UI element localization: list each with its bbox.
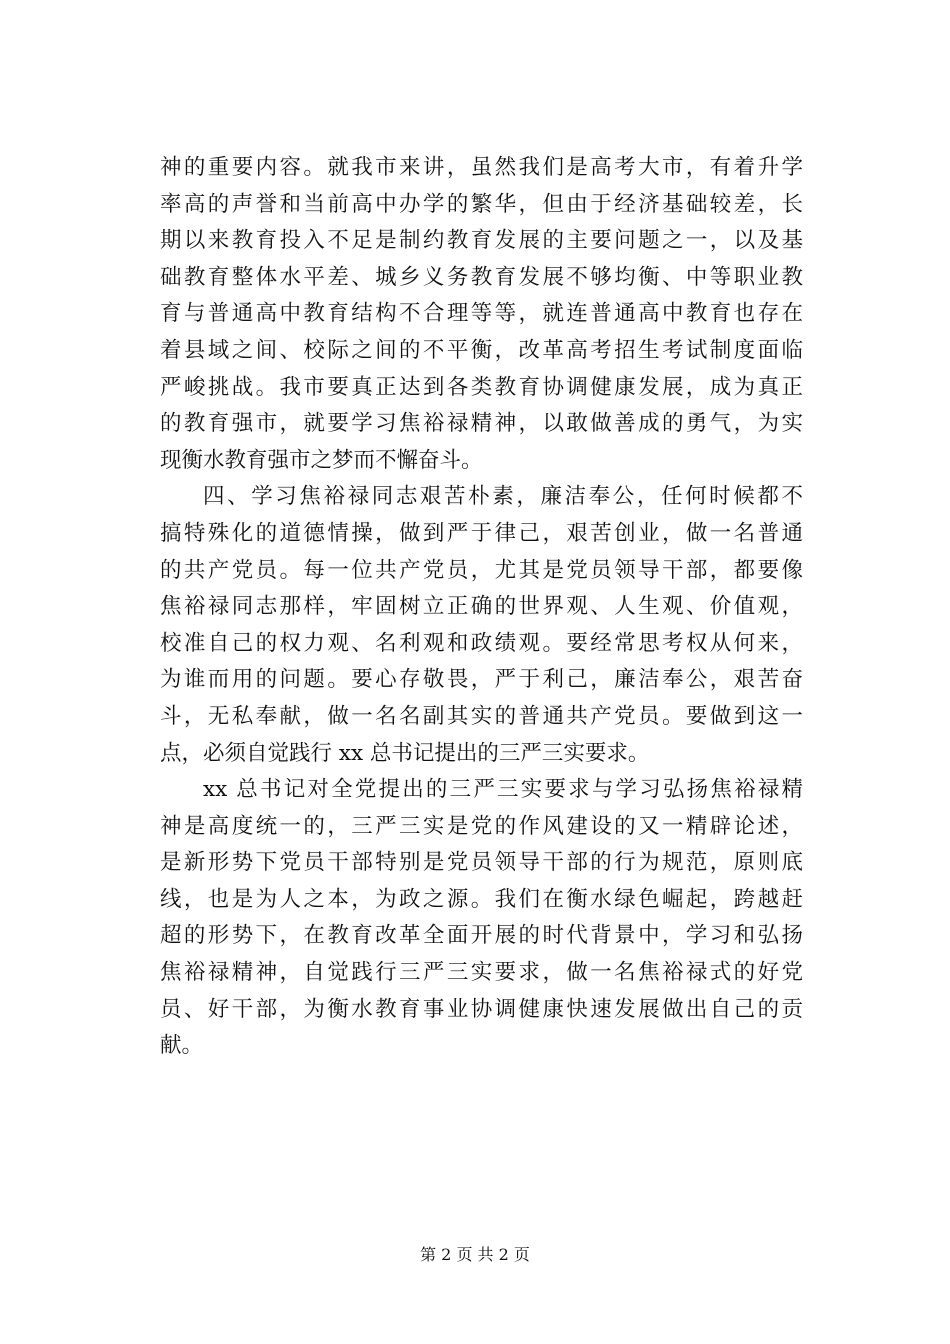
text-line: 是新形势下党员干部特别是党员领导干部的行为规范，原则底: [160, 850, 803, 876]
text-line: 育与普通高中教育结构不合理等等，就连普通高中教育也存在: [160, 301, 803, 327]
text-line: 着县域之间、校际之间的不平衡，改革高考招生考试制度面临: [160, 337, 803, 363]
text-line: 点，必须自觉践行 xx 总书记提出的三严三实要求。: [160, 740, 650, 766]
text-line: 焦裕禄同志那样，牢固树立正确的世界观、人生观、价值观，: [160, 594, 803, 620]
text-line: 期以来教育投入不足是制约教育发展的主要问题之一，以及基: [160, 228, 803, 254]
text-line: 为谁而用的问题。要心存敬畏，严于利己，廉洁奉公，艰苦奋: [160, 667, 803, 693]
paragraph-3: [160, 772, 803, 1065]
text-line: 焦裕禄精神，自觉践行三严三实要求，做一名焦裕禄式的好党: [160, 960, 803, 986]
text-line: 超的形势下，在教育改革全面开展的时代背景中，学习和弘扬: [160, 923, 803, 949]
text-line: 员、好干部，为衡水教育事业协调健康快速发展做出自己的贡: [160, 996, 803, 1022]
text-line: 率高的声誉和当前高中办学的繁华，但由于经济基础较差，长: [160, 191, 803, 217]
text-line: 的共产党员。每一位共产党员，尤其是党员领导干部，都要像: [160, 557, 803, 583]
document-body: [160, 150, 803, 1065]
text-line: 斗，无私奉献，做一名名副其实的普通共产党员。要做到这一: [160, 703, 803, 729]
text-line: 献。: [160, 1033, 204, 1059]
paragraph-2: [160, 479, 803, 772]
text-line: 的教育强市，就要学习焦裕禄精神，以敢做善成的勇气，为实: [160, 411, 803, 437]
text-line: 严峻挑战。我市要真正达到各类教育协调健康发展，成为真正: [160, 374, 803, 400]
text-line: 四、学习焦裕禄同志艰苦朴素，廉洁奉公，任何时候都不: [203, 484, 803, 510]
text-line: 础教育整体水平差、城乡义务教育发展不够均衡、中等职业教: [160, 264, 803, 290]
paragraph-1: [160, 150, 803, 479]
page-number-footer: 第 2 页 共 2 页: [420, 1245, 530, 1264]
text-line: xx 总书记对全党提出的三严三实要求与学习弘扬焦裕禄精: [203, 777, 803, 803]
text-line: 搞特殊化的道德情操，做到严于律己，艰苦创业，做一名普通: [160, 520, 803, 546]
text-line: 校准自己的权力观、名利观和政绩观。要经常思考权从何来，: [160, 630, 803, 656]
text-line: 现衡水教育强市之梦而不懈奋斗。: [160, 447, 483, 473]
text-line: 神的重要内容。就我市来讲，虽然我们是高考大市，有着升学: [160, 155, 803, 180]
text-line: 神是高度统一的，三严三实是党的作风建设的又一精辟论述，: [160, 813, 803, 839]
text-line: 线，也是为人之本，为政之源。我们在衡水绿色崛起，跨越赶: [160, 886, 803, 912]
